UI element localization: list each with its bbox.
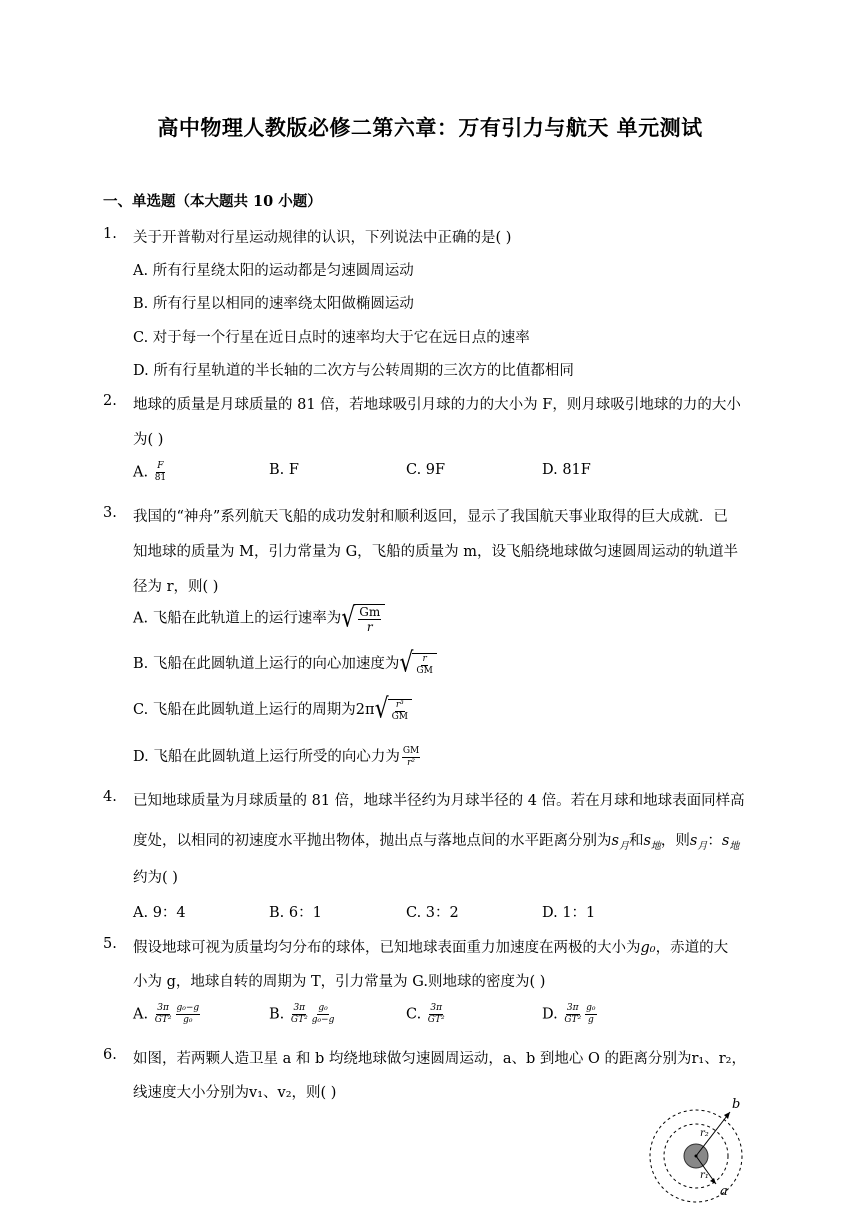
numerator: g₀−g xyxy=(176,1003,200,1013)
question-stem-line-1: 我国的“神舟”系列航天飞船的成功发射和顺利返回，显示了我国航天事业取得的巨大成就．已 xyxy=(133,509,728,525)
denominator: GM xyxy=(416,665,433,676)
option-a: A. 9：4 xyxy=(133,905,186,921)
orbit-diagram xyxy=(644,1094,756,1210)
question-number: 4. xyxy=(103,789,117,805)
question-number: 5. xyxy=(103,936,117,952)
question-stem-line-1 xyxy=(133,936,728,957)
label-b: b xyxy=(732,1097,741,1112)
sqrt-expression: √ $\frac{\text{r³}}{GM}$ xyxy=(375,699,412,722)
question-stem-line-3: 约为( ) xyxy=(133,870,178,886)
question-stem: 关于开普勒对行星运动规律的认识，下列说法中正确的是( ) xyxy=(133,230,512,246)
option-label: A. xyxy=(133,464,149,481)
label-r2: r₂ xyxy=(700,1128,709,1139)
option-c: C. 对于每一个行星在近日点时的速率均大于它在远日点的速率 xyxy=(133,330,530,346)
denominator: r² xyxy=(407,757,415,768)
question-stem-line-3: 径为 r，则( ) xyxy=(133,579,219,595)
numerator: GM xyxy=(402,745,420,756)
subscript: 月 xyxy=(697,840,708,852)
symbol: s xyxy=(611,833,619,849)
stem-text: 假设地球可视为质量均匀分布的球体，已知地球表面重力加速度在两极的大小为 xyxy=(133,940,641,956)
numerator: g₀ xyxy=(586,1003,596,1013)
symbol: s xyxy=(689,833,698,849)
question-stem-line-2: 为( ) xyxy=(133,432,164,448)
option-text: A. 飞船在此轨道上的运行速率为 xyxy=(133,610,342,627)
denominator: g₀ xyxy=(183,1015,193,1025)
label-a: a xyxy=(720,1184,728,1199)
question-stem-line-1: 如图，若两颗人造卫星 a 和 b 均绕地球做匀速圆周运动，a、b 到地心 O 的距离分别为r₁、r₂， xyxy=(133,1051,746,1067)
option-a xyxy=(133,462,168,483)
numerator: 3π xyxy=(566,1003,579,1013)
subscript: 地 xyxy=(729,840,740,852)
section-heading: 一、单选题（本大题共 10 小题） xyxy=(103,193,322,210)
option-label: B. xyxy=(269,1006,285,1023)
symbol: g₀ xyxy=(640,940,656,956)
option-d xyxy=(542,1004,599,1025)
option-b xyxy=(133,647,437,679)
denominator: GT² xyxy=(290,1015,308,1025)
subscript: 地 xyxy=(650,840,661,852)
question-stem-line-2: 知地球的质量为 M，引力常量为 G，飞船的质量为 m，设飞船绕地球做匀速圆周运动的轨道半 xyxy=(133,544,739,560)
question-stem-line-1: 地球的质量是月球质量的 81 倍，若地球吸引月球的力的大小为 F，则月球吸引地球的力的大小 xyxy=(133,397,741,413)
option-d: D. 81F xyxy=(542,462,591,478)
prefix: 2π xyxy=(355,702,375,718)
option-label: D. xyxy=(542,1006,558,1023)
numerator: F xyxy=(157,461,164,471)
option-text: C. 飞船在此圆轨道上运行的周期为 xyxy=(133,702,356,718)
denominator: GT² xyxy=(154,1015,172,1025)
option-a xyxy=(133,1004,202,1025)
denominator: GM xyxy=(391,711,408,722)
option-text: D. 飞船在此圆轨道上运行所受的向心力为 xyxy=(133,749,400,765)
symbol: s xyxy=(643,833,651,849)
numerator: 3π xyxy=(293,1003,306,1013)
option-text: B. 飞船在此圆轨道上运行的向心加速度为 xyxy=(133,656,400,672)
option-c: C. 3：2 xyxy=(406,905,459,921)
denominator: r xyxy=(366,620,373,634)
connector: ： xyxy=(707,833,722,849)
numerator: Gm xyxy=(359,605,381,619)
option-c xyxy=(133,693,412,725)
connector: ，则 xyxy=(660,833,690,849)
question-stem-line-2 xyxy=(133,829,739,852)
numerator: r³ xyxy=(395,699,404,710)
denominator: 81 xyxy=(154,473,167,483)
question-number: 2. xyxy=(103,393,117,409)
fraction xyxy=(155,462,166,483)
numerator: r xyxy=(422,653,427,664)
option-d: D. 1：1 xyxy=(542,905,596,921)
option-label: C. xyxy=(406,1006,422,1023)
numerator: 3π xyxy=(157,1003,169,1013)
denominator: g xyxy=(587,1015,594,1025)
page-title: 高中物理人教版必修二第六章：万有引力与航天 单元测试 xyxy=(157,115,703,140)
numerator: g₀ xyxy=(318,1003,328,1013)
denominator: GT² xyxy=(427,1015,445,1025)
option-b: B. 所有行星以相同的速率绕太阳做椭圆运动 xyxy=(133,296,414,312)
option-c: C. 9F xyxy=(406,462,446,478)
denominator: GT² xyxy=(564,1015,582,1025)
subscript: 月 xyxy=(618,840,629,852)
question-stem-line-2: 小为 g，地球自转的周期为 T，引力常量为 G.则地球的密度为( ) xyxy=(133,974,546,990)
question-number: 1. xyxy=(103,226,117,242)
option-a xyxy=(133,604,385,633)
sqrt-expression: √ $\frac{Gm}{r}$ xyxy=(341,604,385,633)
option-d xyxy=(133,745,422,768)
option-b: B. F xyxy=(269,462,299,478)
question-stem-line-1: 已知地球质量为月球质量的 81 倍，地球半径约为月球半径的 4 倍。若在月球和地球表面同样高 xyxy=(133,793,745,809)
option-b: B. 6：1 xyxy=(269,905,322,921)
numerator: 3π xyxy=(430,1003,443,1013)
option-d: D. 所有行星轨道的半长轴的二次方与公转周期的三次方的比值都相同 xyxy=(133,363,574,379)
question-number: 6. xyxy=(103,1047,117,1063)
option-b xyxy=(269,1004,336,1025)
connector: 和 xyxy=(628,833,644,849)
option-label: A. xyxy=(133,1006,149,1023)
stem-text: ，赤道的大 xyxy=(655,940,729,956)
denominator: g₀−g xyxy=(311,1015,335,1025)
question-number: 3. xyxy=(103,505,117,521)
question-stem-line-2: 线速度大小分别为v₁、v₂，则( ) xyxy=(133,1085,337,1101)
stem-text: 度处，以相同的初速度水平抛出物体，抛出点与落地点间的水平距离分别为 xyxy=(133,833,612,849)
option-c xyxy=(406,1004,447,1025)
label-r1: r₁ xyxy=(700,1170,709,1181)
option-a: A. 所有行星绕太阳的运动都是匀速圆周运动 xyxy=(133,263,414,279)
symbol: s xyxy=(721,833,730,849)
sqrt-expression: √ $\frac{r}{GM}$ xyxy=(399,653,436,676)
